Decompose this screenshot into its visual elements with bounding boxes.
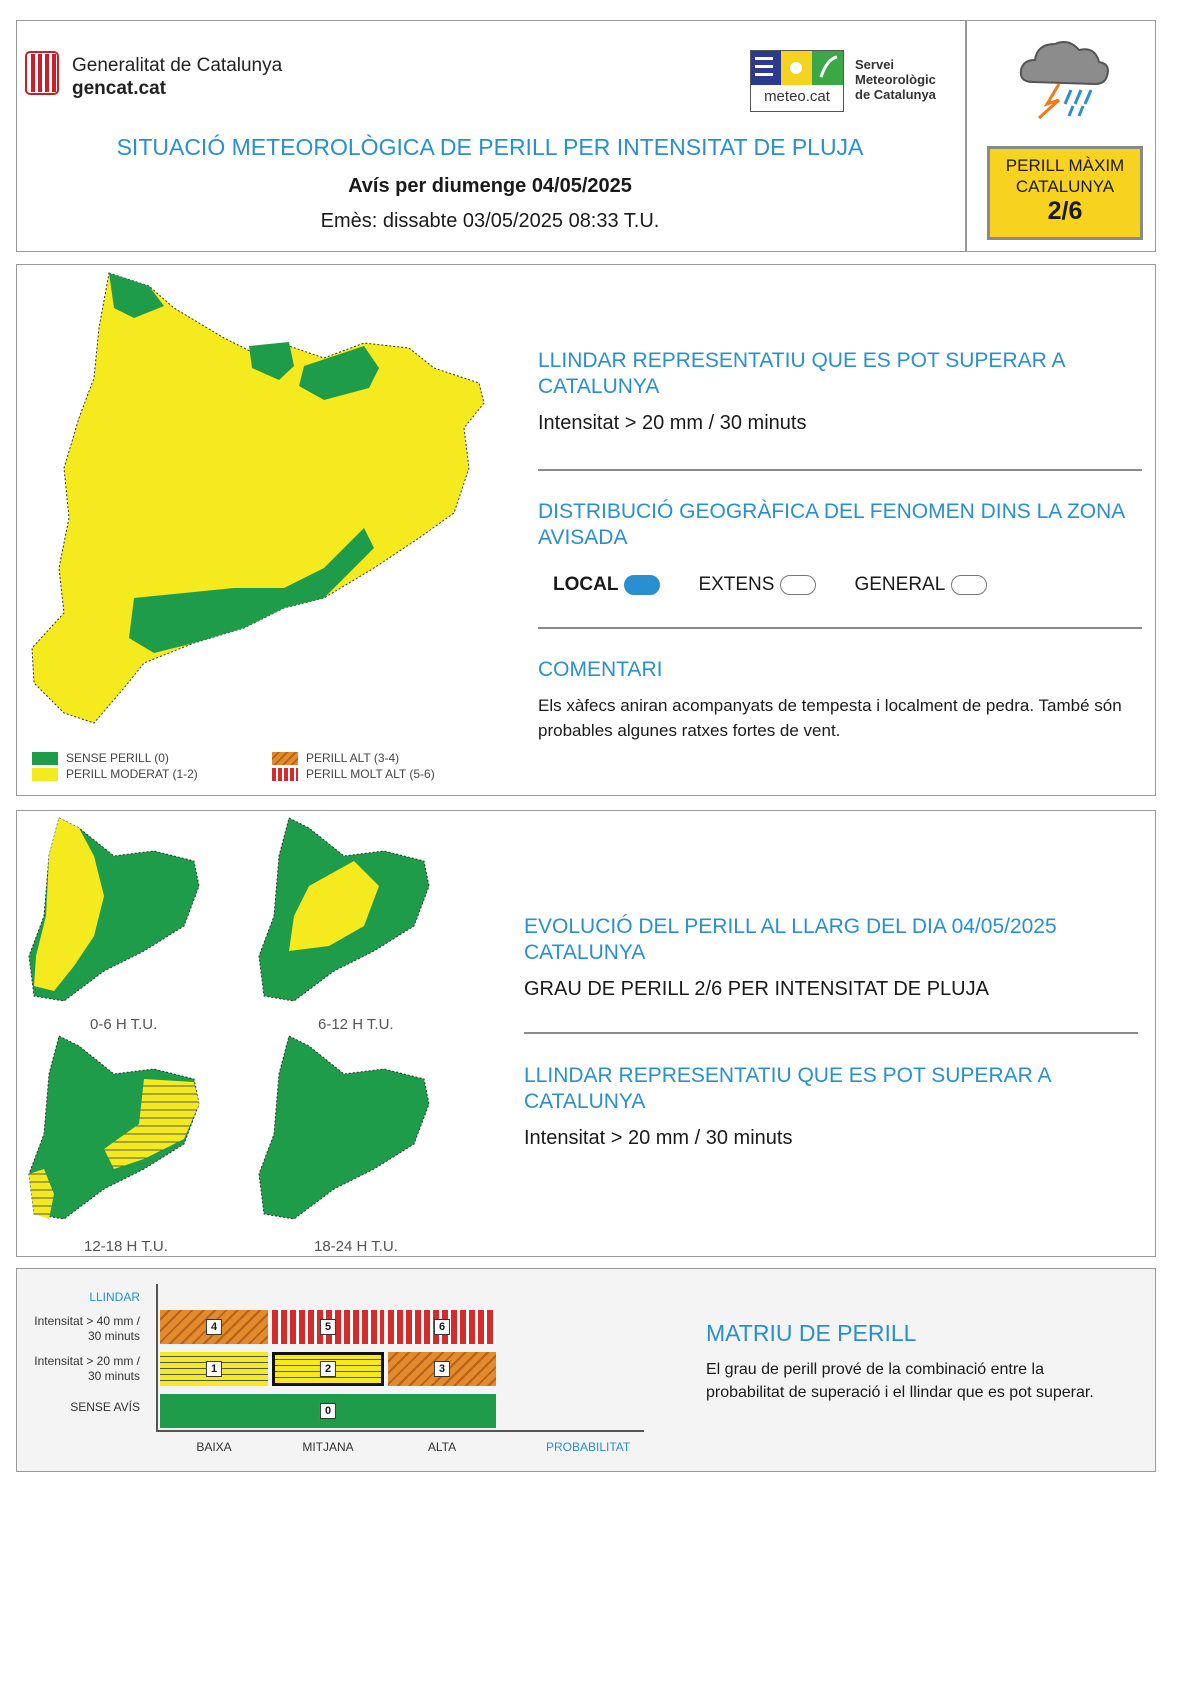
matrix-cell-1: 1 <box>160 1352 268 1386</box>
distribution-title: DISTRIBUCIÓ GEOGRÀFICA DEL FENOMEN DINS LA ZONA AVISADA <box>538 500 1125 549</box>
matrix-cell-0: 0 <box>160 1394 496 1428</box>
radio-local-icon[interactable] <box>624 575 660 595</box>
matrix-x-axis <box>156 1430 644 1432</box>
legend-perill-alt: PERILL ALT (3-4) <box>272 751 399 765</box>
option-general[interactable]: GENERAL <box>854 574 987 596</box>
period-label-18-24: 18-24 H T.U. <box>314 1238 398 1255</box>
evolution-title: EVOLUCIÓ DEL PERILL AL LLARG DEL DIA 04/05/2025 CATALUNYA <box>524 915 1057 964</box>
matrix-col-alta: ALTA <box>427 1440 457 1454</box>
evolution-subtitle: GRAU DE PERILL 2/6 PER INTENSITAT DE PLUJA <box>524 978 989 1000</box>
matrix-axis-y-label: LLINDAR <box>89 1290 140 1304</box>
matrix-row-label-40: Intensitat > 40 mm / 30 minuts <box>34 1314 140 1343</box>
legend-perill-moderat: PERILL MODERAT (1-2) <box>32 767 198 781</box>
page-title: SITUACIÓ METEOROLÒGICA DE PERILL PER INTENSITAT DE PLUJA <box>116 134 864 160</box>
legend-swatch-red <box>272 768 298 781</box>
legend-perill-molt-alt: PERILL MOLT ALT (5-6) <box>272 767 435 781</box>
matrix-axis-x-label: PROBABILITAT <box>546 1440 631 1454</box>
max-danger-label: PERILL MÀXIM CATALUNYA <box>1005 156 1125 196</box>
period-label-6-12: 6-12 H T.U. <box>318 1016 394 1033</box>
map-0-6 <box>24 816 220 1008</box>
catalonia-map <box>24 268 490 728</box>
separator <box>538 627 1142 629</box>
matrix-row-label-none: SENSE AVÍS <box>70 1400 140 1414</box>
map-12-18 <box>24 1034 220 1226</box>
gov-site[interactable]: gencat.cat <box>72 78 166 99</box>
service-name: Servei Meteorològic de Catalunya <box>855 57 936 102</box>
matrix-cell-2: 2 <box>272 1352 384 1386</box>
evolution-threshold-title: LLINDAR REPRESENTATIU QUE ES POT SUPERAR A CATALUNYA <box>524 1064 1051 1113</box>
matrix-text: El grau de perill prové de la combinació entre la probabilitat de superació i el llindar que es pot superar. <box>706 1361 1094 1401</box>
issued-date: Emès: dissabte 03/05/2025 08:33 T.U. <box>320 210 660 232</box>
matrix-cell-5: 5 <box>272 1310 384 1344</box>
radio-general-icon[interactable] <box>951 575 987 595</box>
header-divider <box>965 20 967 252</box>
separator <box>538 469 1142 471</box>
max-danger-badge <box>987 146 1143 240</box>
option-extens[interactable]: EXTENS <box>698 574 816 596</box>
storm-rain-icon <box>1015 34 1111 125</box>
option-local[interactable]: LOCAL <box>553 574 660 596</box>
meteocat-logo-text: meteo.cat <box>764 88 830 105</box>
max-danger-value: 2/6 <box>1047 197 1083 225</box>
generalitat-logo <box>24 50 60 101</box>
legend-swatch-yellow <box>32 768 58 781</box>
comment-title: COMENTARI <box>538 658 663 681</box>
matrix-row-label-20: Intensitat > 20 mm / 30 minuts <box>34 1354 140 1383</box>
map-18-24 <box>254 1034 450 1226</box>
map-6-12 <box>254 816 450 1008</box>
matrix-cell-4: 4 <box>160 1310 268 1344</box>
matrix-col-mitjana: MITJANA <box>302 1440 354 1454</box>
warning-date: Avís per diumenge 04/05/2025 <box>348 175 632 197</box>
matrix-title: MATRIU DE PERILL <box>706 1320 917 1346</box>
gov-name: Generalitat de Catalunya <box>72 55 283 76</box>
evolution-threshold-value: Intensitat > 20 mm / 30 minuts <box>524 1127 793 1149</box>
meteocat-logo <box>750 50 844 112</box>
legend-sense-perill: SENSE PERILL (0) <box>32 751 169 765</box>
radio-extens-icon[interactable] <box>780 575 816 595</box>
threshold-title: LLINDAR REPRESENTATIU QUE ES POT SUPERAR A CATALUNYA <box>538 349 1065 398</box>
legend-swatch-green <box>32 752 58 765</box>
matrix-cell-6: 6 <box>388 1310 496 1344</box>
period-label-0-6: 0-6 H T.U. <box>90 1016 158 1033</box>
matrix-col-baixa: BAIXA <box>196 1440 232 1454</box>
distribution-options <box>553 574 987 596</box>
separator <box>524 1032 1138 1034</box>
period-label-12-18: 12-18 H T.U. <box>84 1238 168 1255</box>
comment-text: Els xàfecs aniran acompanyats de tempesta i localment de pedra. També són probables algunes ratxes fortes de vent. <box>538 696 1122 740</box>
threshold-value: Intensitat > 20 mm / 30 minuts <box>538 412 807 434</box>
legend-swatch-orange <box>272 752 298 765</box>
matrix-cell-3: 3 <box>388 1352 496 1386</box>
matrix-y-axis <box>156 1284 158 1432</box>
